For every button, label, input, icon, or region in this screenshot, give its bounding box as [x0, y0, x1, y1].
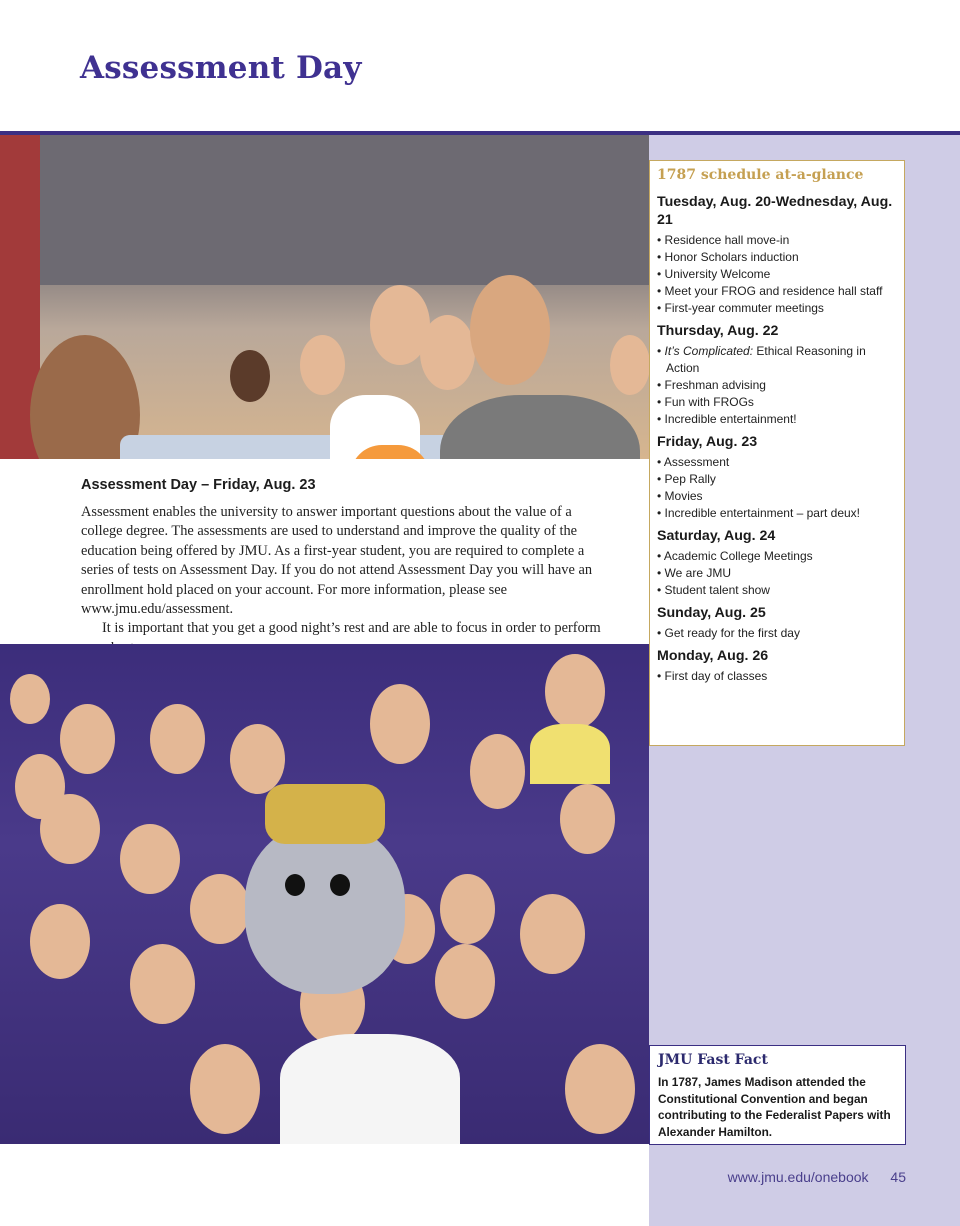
schedule-day-label: Saturday, Aug. 24 — [657, 528, 776, 544]
schedule-item: • Incredible entertainment! — [657, 412, 797, 426]
assessment-article — [81, 477, 616, 658]
schedule-day-label: Thursday, Aug. 22 — [657, 323, 779, 339]
schedule-item: • Incredible entertainment – part deux! — [657, 506, 860, 520]
fast-fact-box — [649, 1045, 906, 1145]
schedule-item: • Freshman advising — [657, 378, 766, 392]
schedule-item: • It’s Complicated: Ethical Reasoning in Action — [657, 344, 866, 375]
schedule-item: • Meet your FROG and residence hall staff — [657, 284, 883, 298]
article-paragraph-1: Assessment enables the university to answer important questions about the value of a college degree. The assessments are used to understand and improve the quality of the education being offered by JMU. As a first-year student, you are required to complete a series of tests on Assessment Day. If you do not attend Assessment Day you will have an enrollment hold placed on your account. For more information, please see www.jmu.edu/assessment. — [81, 504, 593, 618]
schedule-item: • Honor Scholars induction — [657, 250, 799, 264]
schedule-item: • Academic College Meetings — [657, 549, 813, 563]
schedule-item: • Movies — [657, 489, 703, 503]
schedule-day — [657, 322, 896, 428]
schedule-item: • Fun with FROGs — [657, 395, 754, 409]
page-number: 45 — [890, 1169, 906, 1185]
schedule-day — [657, 527, 896, 599]
schedule-box — [649, 160, 905, 746]
schedule-item: • Residence hall move-in — [657, 233, 790, 247]
fast-fact-text: In 1787, James Madison attended the Constitutional Convention and began contributing to the Federalist Papers with Alexander Hamilton. — [658, 1075, 891, 1139]
schedule-item: • University Welcome — [657, 267, 771, 281]
schedule-item: • Get ready for the first day — [657, 626, 800, 640]
schedule-item: • First day of classes — [657, 669, 768, 683]
schedule-item: • Assessment — [657, 455, 730, 469]
schedule-day-label: Tuesday, Aug. 20-Wednesday, Aug. 21 — [657, 194, 893, 228]
page-title: Assessment Day — [80, 50, 362, 86]
schedule-day — [657, 193, 896, 317]
schedule-item: • Pep Rally — [657, 472, 716, 486]
schedule-item: • We are JMU — [657, 566, 732, 580]
schedule-item: • Student talent show — [657, 583, 770, 597]
schedule-day — [657, 604, 896, 642]
students-with-mascot-photo — [0, 644, 649, 1144]
schedule-item: • First-year commuter meetings — [657, 301, 824, 315]
footer-url[interactable]: www.jmu.edu/onebook — [727, 1169, 869, 1185]
article-paragraph-2: It is important that you get a good night’s rest and are able to focus in order to perform — [102, 620, 601, 637]
page-footer — [728, 1169, 906, 1185]
article-heading: Assessment Day – Friday, Aug. 23 — [81, 477, 316, 493]
schedule-title: 1787 schedule at-a-glance — [657, 167, 864, 183]
schedule-day — [657, 647, 896, 685]
lecture-hall-students-photo — [0, 135, 649, 459]
fast-fact-title: JMU Fast Fact — [658, 1052, 768, 1068]
schedule-day-label: Monday, Aug. 26 — [657, 648, 769, 664]
schedule-day-label: Friday, Aug. 23 — [657, 434, 758, 450]
schedule-day-label: Sunday, Aug. 25 — [657, 605, 766, 621]
schedule-day — [657, 433, 896, 522]
